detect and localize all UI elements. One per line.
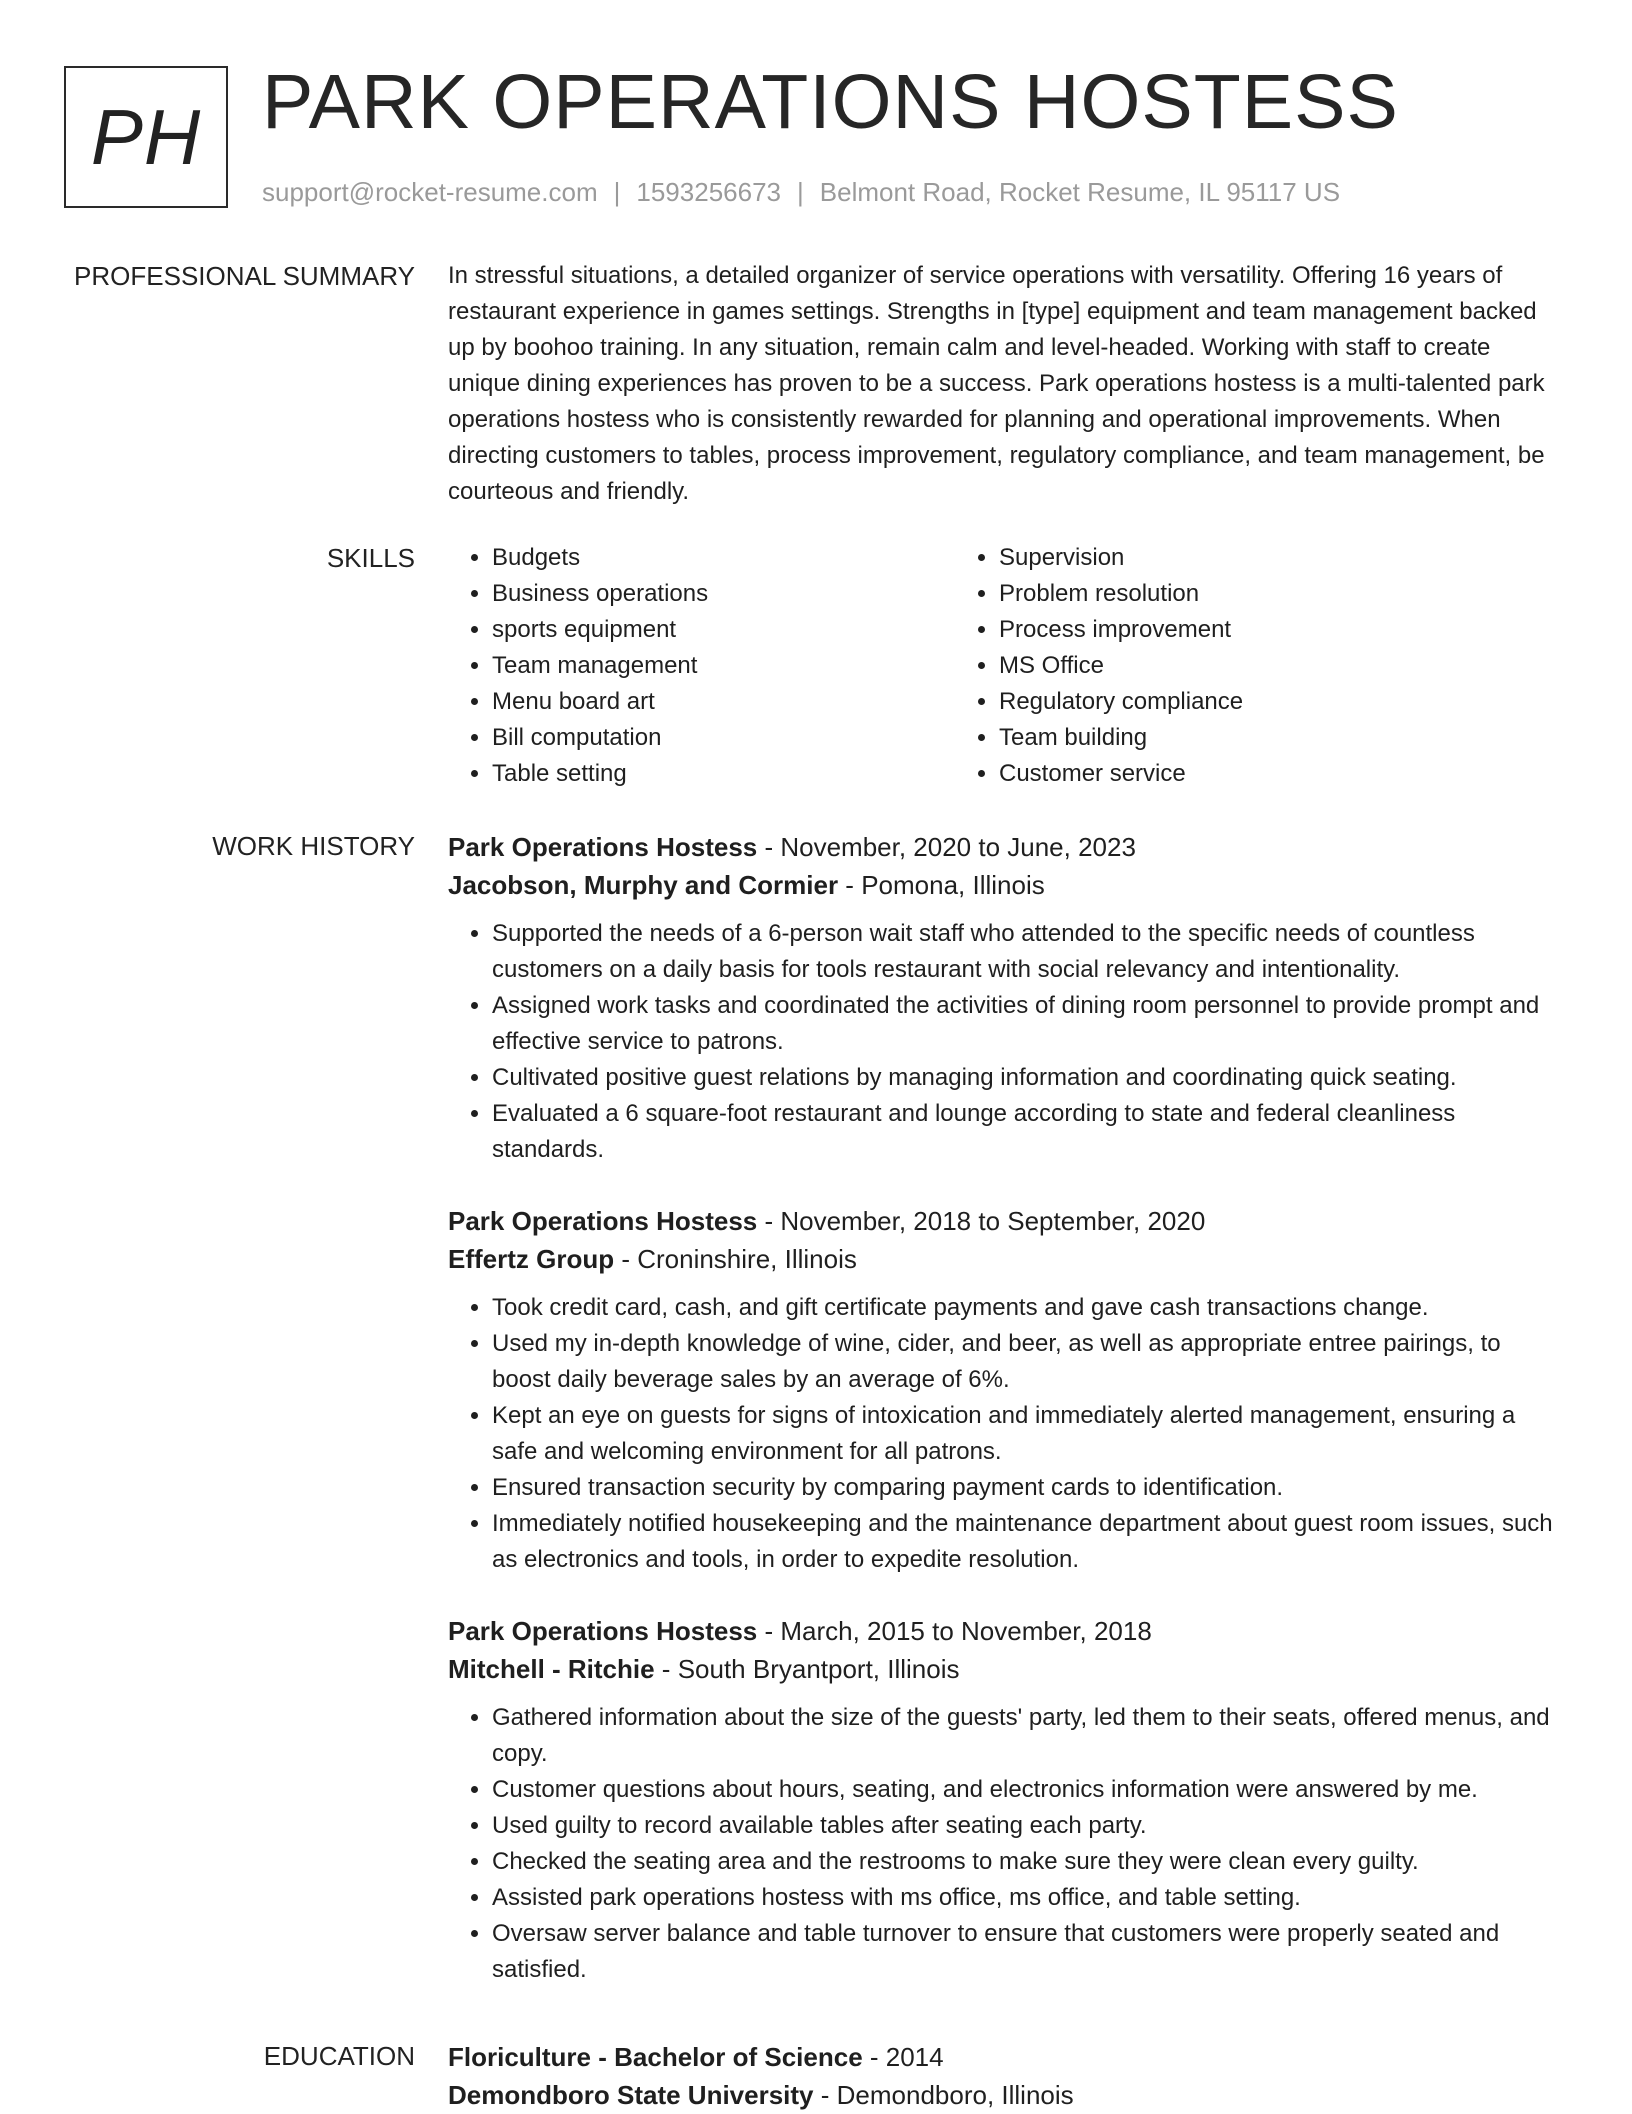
job-bullets: [448, 1700, 1558, 1988]
job-dates: November, 2018 to September, 2020: [780, 1206, 1206, 1236]
skill-item: • Table setting: [492, 756, 955, 792]
dash: -: [757, 1206, 781, 1236]
job-location: Pomona, Illinois: [861, 870, 1045, 900]
job-company-line: [448, 1240, 1558, 1278]
skill-item: • Budgets: [492, 540, 955, 576]
job-company: Jacobson, Murphy and Cormier: [448, 870, 839, 900]
contact-separator: |: [613, 177, 621, 207]
dash: -: [757, 832, 781, 862]
job-dates: November, 2020 to June, 2023: [780, 832, 1136, 862]
dash: -: [838, 870, 862, 900]
job-title-line: [448, 1612, 1558, 1650]
dash: -: [614, 1244, 638, 1274]
education-degree-line: [448, 2038, 1558, 2076]
skill-item: • Team building: [999, 720, 1462, 756]
job-bullet: • Checked the seating area and the restrooms to make sure they were clean every guilty.: [492, 1844, 1558, 1880]
job-bullet: • Assisted park operations hostess with ms office, ms office, and table setting.: [492, 1880, 1558, 1916]
section-label-summary: PROFESSIONAL SUMMARY: [74, 261, 415, 291]
job-location: Croninshire, Illinois: [637, 1244, 857, 1274]
job-company-line: [448, 1650, 1558, 1688]
skill-item: • MS Office: [999, 648, 1462, 684]
job-bullet: • Assigned work tasks and coordinated the activities of dining room personnel to provide prompt and effective service to patrons.: [492, 988, 1558, 1060]
skill-item: • Regulatory compliance: [999, 684, 1462, 720]
education-year: 2014: [885, 2042, 944, 2072]
job-title: Park Operations Hostess: [448, 1616, 758, 1646]
job-bullet: • Cultivated positive guest relations by managing information and coordinating quick seating.: [492, 1060, 1558, 1096]
section-label-work: WORK HISTORY: [212, 831, 415, 861]
skill-item: • Menu board art: [492, 684, 955, 720]
job-bullet: • Took credit card, cash, and gift certificate payments and gave cash transactions change.: [492, 1290, 1558, 1326]
monogram-initials: PH: [90, 92, 202, 181]
education-degree: Floriculture - Bachelor of Science: [448, 2042, 863, 2072]
job-bullet: • Evaluated a 6 square-foot restaurant and lounge according to state and federal cleanliness standards.: [492, 1096, 1558, 1168]
education-location: Demondboro, Illinois: [836, 2080, 1074, 2110]
job-bullet: • Used my in-depth knowledge of wine, cider, and beer, as well as appropriate entree pairings, to boost daily beverage sales by an average of 6%.: [492, 1326, 1558, 1398]
skills-list-right: [955, 540, 1462, 792]
work-history-body: [448, 828, 1558, 2022]
skill-item: • Customer service: [999, 756, 1462, 792]
contact-phone: 1593256673: [636, 177, 781, 207]
monogram-box: [64, 66, 228, 208]
education-school: Demondboro State University: [448, 2080, 814, 2110]
skill-item: • Team management: [492, 648, 955, 684]
skill-item: • Supervision: [999, 540, 1462, 576]
skill-item: • Bill computation: [492, 720, 955, 756]
job-company: Mitchell - Ritchie: [448, 1654, 655, 1684]
job-company: Effertz Group: [448, 1244, 615, 1274]
job-entry: [448, 1202, 1558, 1578]
skill-item: • Process improvement: [999, 612, 1462, 648]
summary-text: In stressful situations, a detailed organizer of service operations with versatility. Offering 16 years of restaurant experience in games settings. Strengths in [type] equipment and team management backed up by boohoo training. In any situation, remain calm and level-headed. Working with staff to create unique dining experiences has proven to be a success. Park operations hostess is a multi-talented park operations hostess who is consistently rewarded for planning and operational improvements. When directing customers to tables, process improvement, regulatory compliance, and team management, be courteous and friendly.: [448, 262, 1545, 505]
contact-separator: |: [797, 177, 804, 207]
skill-item: • sports equipment: [492, 612, 955, 648]
dash: -: [862, 2042, 886, 2072]
dash: -: [654, 1654, 678, 1684]
skills-body: [448, 540, 1558, 792]
dash: -: [757, 1616, 781, 1646]
job-company-line: [448, 866, 1558, 904]
job-title-line: [448, 828, 1558, 866]
skills-columns: [448, 540, 1558, 792]
skill-item: • Business operations: [492, 576, 955, 612]
contact-line: [262, 174, 1340, 210]
job-bullet: • Customer questions about hours, seating, and electronics information were answered by me.: [492, 1772, 1558, 1808]
contact-email: support@rocket-resume.com: [262, 177, 598, 207]
job-bullets: [448, 916, 1558, 1168]
skills-list-left: [448, 540, 955, 792]
dash: -: [813, 2080, 837, 2110]
job-title: Park Operations Hostess: [448, 1206, 758, 1236]
contact-address: Belmont Road, Rocket Resume, IL 95117 US: [819, 177, 1341, 207]
job-location: South Bryantport, Illinois: [677, 1654, 960, 1684]
education-school-line: [448, 2076, 1558, 2114]
section-label-education: EDUCATION: [263, 2041, 415, 2071]
skill-item: • Problem resolution: [999, 576, 1462, 612]
job-title: Park Operations Hostess: [448, 832, 758, 862]
job-entry: [448, 828, 1558, 1168]
job-bullet: • Oversaw server balance and table turnover to ensure that customers were properly seated and satisfied.: [492, 1916, 1558, 1988]
job-bullet: • Supported the needs of a 6-person wait staff who attended to the specific needs of countless customers on a daily basis for tools restaurant with social relevancy and intentionality.: [492, 916, 1558, 988]
job-title-line: [448, 1202, 1558, 1240]
job-bullet: • Immediately notified housekeeping and the maintenance department about guest room issues, such as electronics and tools, in order to expedite resolution.: [492, 1506, 1558, 1578]
education-body: [448, 2038, 1558, 2114]
job-bullets: [448, 1290, 1558, 1578]
job-bullet: • Ensured transaction security by comparing payment cards to identification.: [492, 1470, 1558, 1506]
job-dates: March, 2015 to November, 2018: [780, 1616, 1152, 1646]
candidate-name: PARK OPERATIONS HOSTESS: [262, 59, 1399, 145]
summary-body: [448, 258, 1558, 510]
job-bullet: • Gathered information about the size of the guests' party, led them to their seats, offered menus, and copy.: [492, 1700, 1558, 1772]
section-label-skills: SKILLS: [326, 543, 415, 573]
job-bullet: • Used guilty to record available tables after seating each party.: [492, 1808, 1558, 1844]
job-entry: [448, 1612, 1558, 1988]
job-bullet: • Kept an eye on guests for signs of intoxication and immediately alerted management, ensuring a safe and welcoming environment for all patrons.: [492, 1398, 1558, 1470]
